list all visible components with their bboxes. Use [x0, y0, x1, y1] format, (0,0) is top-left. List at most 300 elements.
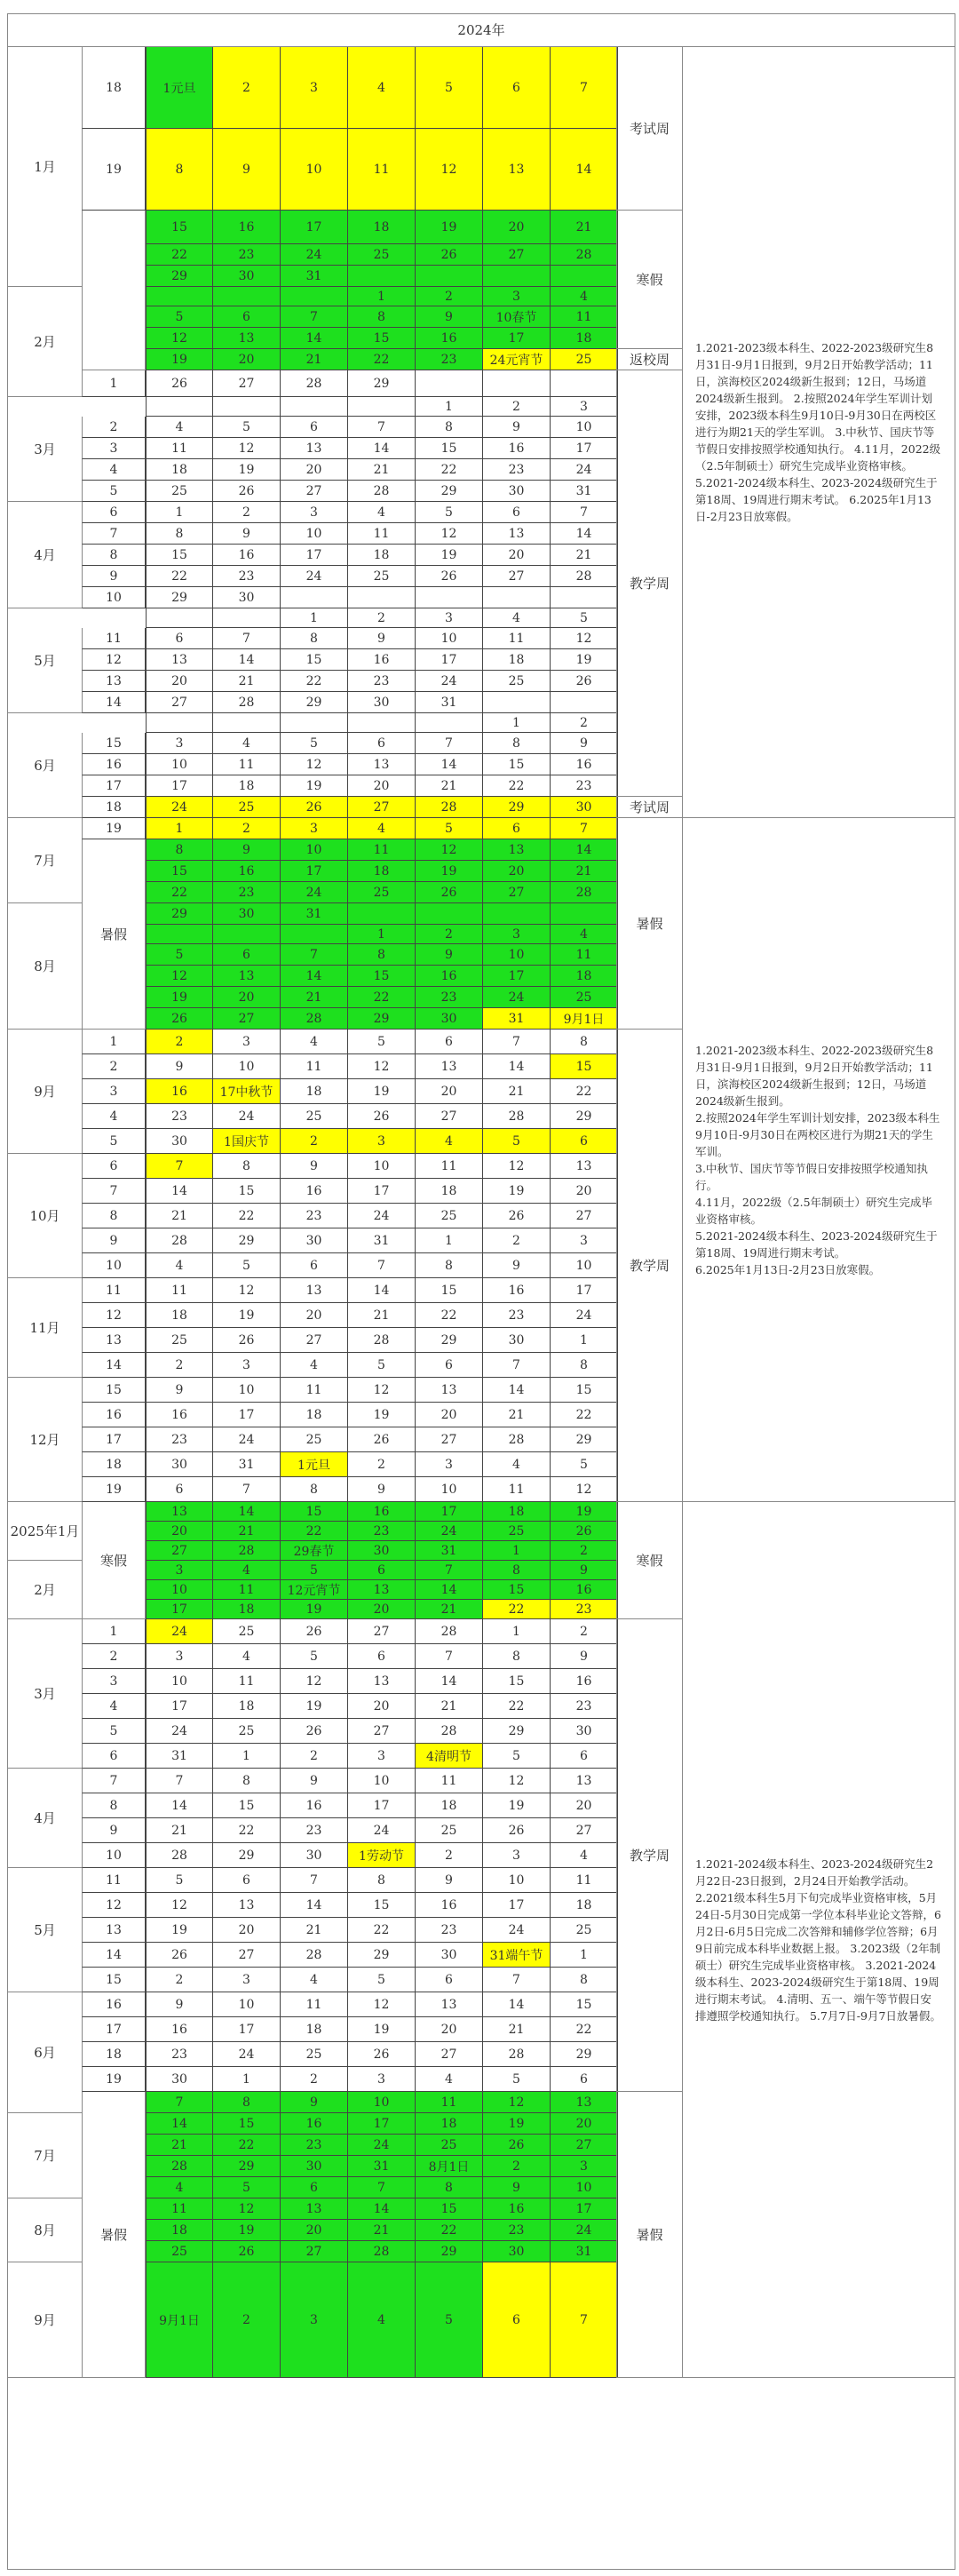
day-cell: 19	[551, 649, 618, 671]
day-cell: 7	[146, 2092, 213, 2113]
day-cell: 13	[348, 754, 416, 775]
day-cell: 18	[213, 775, 281, 797]
day-cell: 18	[348, 211, 416, 244]
day-cell: 21	[146, 1204, 213, 1228]
day-cell: 16	[416, 1893, 483, 1918]
day-cell: 1	[213, 2067, 281, 2092]
week-number: 16	[82, 754, 146, 775]
period-label: 考试周	[616, 797, 682, 818]
day-cell: 1	[348, 287, 416, 306]
day-cell	[483, 587, 551, 608]
day-cell: 7	[551, 2262, 618, 2378]
day-cell: 3	[348, 1744, 416, 1769]
day-cell: 28	[416, 1719, 483, 1744]
day-cell: 29	[551, 1427, 618, 1452]
day-cell: 19	[213, 459, 281, 481]
day-cell: 20	[551, 2113, 618, 2135]
day-cell	[483, 903, 551, 925]
month-label: 8月	[7, 903, 82, 1030]
week-number: 10	[82, 1843, 146, 1868]
month-label: 4月	[7, 1769, 82, 1868]
day-cell: 29	[348, 370, 416, 397]
day-cell	[416, 370, 483, 397]
day-cell: 11	[416, 2092, 483, 2113]
day-cell: 6	[146, 628, 213, 649]
day-cell: 15	[416, 1278, 483, 1303]
day-cell: 24	[281, 882, 348, 903]
day-cell: 5	[416, 502, 483, 523]
day-cell: 22	[483, 775, 551, 797]
day-cell: 2	[281, 1129, 348, 1154]
day-cell: 21	[281, 987, 348, 1008]
day-cell	[348, 713, 416, 733]
week-number: 16	[82, 1992, 146, 2017]
day-cell: 29	[213, 1228, 281, 1253]
day-cell: 25	[348, 882, 416, 903]
day-cell: 16	[146, 2017, 213, 2042]
day-cell: 4	[281, 1353, 348, 1378]
day-cell: 3	[213, 1030, 281, 1054]
day-cell: 6	[416, 1968, 483, 1992]
day-cell: 17中秋节	[213, 1079, 281, 1104]
day-cell: 21	[483, 1079, 551, 1104]
day-cell: 5	[213, 417, 281, 438]
day-cell: 19	[281, 775, 348, 797]
day-cell: 14	[483, 1378, 551, 1403]
vacation-label: 寒假	[82, 1502, 146, 1619]
day-cell: 7	[348, 2177, 416, 2198]
day-cell: 4	[348, 2262, 416, 2378]
day-cell: 6	[416, 1030, 483, 1054]
day-cell: 30	[483, 2241, 551, 2262]
day-cell: 29	[146, 587, 213, 608]
day-cell: 8	[551, 1030, 618, 1054]
day-cell: 10	[551, 417, 618, 438]
day-cell: 23	[281, 1204, 348, 1228]
day-cell: 23	[348, 1522, 416, 1541]
week-number: 1	[82, 1619, 146, 1644]
day-cell: 10	[213, 1054, 281, 1079]
day-cell: 4	[146, 417, 213, 438]
day-cell: 6	[551, 2067, 618, 2092]
day-cell: 2	[213, 502, 281, 523]
day-cell: 22	[416, 459, 483, 481]
day-cell: 9	[213, 839, 281, 861]
day-cell: 11	[551, 1868, 618, 1893]
day-cell: 5	[281, 733, 348, 754]
day-cell: 12	[213, 2198, 281, 2220]
day-cell: 12	[483, 2092, 551, 2113]
day-cell: 1	[213, 1744, 281, 1769]
day-cell: 28	[483, 1427, 551, 1452]
day-cell: 16	[213, 211, 281, 244]
week-number: 3	[82, 438, 146, 459]
day-cell	[348, 266, 416, 287]
day-cell: 1	[551, 1943, 618, 1968]
day-cell	[146, 925, 213, 944]
day-cell: 13	[483, 839, 551, 861]
day-cell: 17	[146, 775, 213, 797]
day-cell: 4	[483, 608, 551, 628]
month-label: 4月	[7, 502, 82, 608]
day-cell: 24	[551, 1303, 618, 1328]
day-cell: 15	[483, 754, 551, 775]
day-cell: 23	[416, 987, 483, 1008]
day-cell: 6	[483, 502, 551, 523]
day-cell: 9	[146, 1992, 213, 2017]
day-cell: 27	[281, 2241, 348, 2262]
day-cell	[551, 587, 618, 608]
day-cell: 3	[146, 733, 213, 754]
day-cell: 19	[551, 1502, 618, 1522]
day-cell: 8	[348, 306, 416, 328]
day-cell: 8	[483, 733, 551, 754]
day-cell: 16	[483, 2198, 551, 2220]
day-cell: 18	[416, 2113, 483, 2135]
day-cell	[483, 266, 551, 287]
day-cell: 26	[416, 882, 483, 903]
day-cell: 28	[551, 244, 618, 266]
day-cell: 7	[483, 1353, 551, 1378]
day-cell: 26	[348, 2042, 416, 2067]
day-cell: 26	[146, 1008, 213, 1030]
period-label: 教学周	[616, 370, 682, 797]
day-cell: 6	[213, 944, 281, 966]
day-cell: 30	[213, 266, 281, 287]
month-label: 10月	[7, 1154, 82, 1278]
day-cell	[281, 287, 348, 306]
day-cell: 16	[348, 1502, 416, 1522]
day-cell: 19	[348, 2017, 416, 2042]
day-cell: 14	[483, 1992, 551, 2017]
day-cell: 2	[281, 2067, 348, 2092]
day-cell: 3	[551, 397, 618, 417]
day-cell: 15	[551, 1054, 618, 1079]
week-number: 9	[82, 566, 146, 587]
day-cell: 5	[146, 944, 213, 966]
week-number: 8	[82, 545, 146, 566]
month-label: 2025年1月	[7, 1502, 82, 1561]
day-cell: 10	[213, 1992, 281, 2017]
day-cell: 27	[348, 1719, 416, 1744]
day-cell: 14	[483, 1054, 551, 1079]
day-cell: 4	[213, 733, 281, 754]
day-cell: 9	[213, 129, 281, 211]
day-cell	[146, 713, 213, 733]
day-cell: 22	[551, 1079, 618, 1104]
day-cell: 9	[281, 1769, 348, 1793]
day-cell: 23	[483, 1303, 551, 1328]
day-cell: 5	[483, 2067, 551, 2092]
day-cell: 21	[483, 2017, 551, 2042]
day-cell: 7	[551, 502, 618, 523]
day-cell: 19	[281, 1600, 348, 1619]
day-cell: 12	[551, 1477, 618, 1502]
day-cell: 4	[213, 1561, 281, 1580]
month-label: 2月	[7, 1561, 82, 1619]
day-cell: 31	[281, 266, 348, 287]
month-label: 9月	[7, 1030, 82, 1154]
week-number: 19	[82, 2067, 146, 2092]
day-cell: 15	[551, 1378, 618, 1403]
day-cell: 13	[483, 523, 551, 545]
day-cell: 26	[281, 1719, 348, 1744]
day-cell: 20	[551, 1793, 618, 1818]
day-cell: 19	[483, 2113, 551, 2135]
day-cell: 25	[483, 671, 551, 692]
day-cell: 14	[281, 328, 348, 349]
day-cell: 27	[483, 882, 551, 903]
day-cell: 30	[146, 2067, 213, 2092]
day-cell: 19	[416, 861, 483, 882]
week-blank	[82, 211, 146, 370]
day-cell: 1	[416, 397, 483, 417]
day-cell: 8	[281, 628, 348, 649]
day-cell: 10	[348, 1769, 416, 1793]
day-cell: 11	[483, 1477, 551, 1502]
day-cell: 5	[281, 1644, 348, 1669]
week-number: 6	[82, 502, 146, 523]
day-cell: 17	[551, 438, 618, 459]
day-cell: 12	[146, 328, 213, 349]
day-cell: 5	[416, 47, 483, 129]
day-cell: 8	[146, 129, 213, 211]
day-cell: 17	[483, 966, 551, 987]
day-cell: 5	[281, 1561, 348, 1580]
day-cell: 27	[551, 2135, 618, 2156]
day-cell: 23	[551, 1600, 618, 1619]
day-cell: 27	[416, 2042, 483, 2067]
day-cell: 2	[416, 287, 483, 306]
day-cell: 7	[551, 47, 618, 129]
day-cell: 27	[213, 1943, 281, 1968]
day-cell: 8	[281, 1477, 348, 1502]
day-cell: 9	[416, 944, 483, 966]
day-cell: 16	[146, 1079, 213, 1104]
day-cell: 24	[213, 1427, 281, 1452]
day-cell: 4清明节	[416, 1744, 483, 1769]
day-cell: 11	[348, 129, 416, 211]
week-number: 10	[82, 1253, 146, 1278]
day-cell: 19	[483, 1793, 551, 1818]
day-cell: 31	[416, 1541, 483, 1561]
day-cell: 30	[483, 1328, 551, 1353]
day-cell: 22	[483, 1694, 551, 1719]
week-number: 5	[82, 481, 146, 502]
day-cell: 20	[348, 1600, 416, 1619]
day-cell	[483, 370, 551, 397]
day-cell: 5	[348, 1968, 416, 1992]
day-cell: 23	[146, 1427, 213, 1452]
day-cell: 3	[416, 608, 483, 628]
day-cell: 26	[551, 671, 618, 692]
day-cell: 2	[551, 1619, 618, 1644]
month-label: 5月	[7, 1868, 82, 1992]
day-cell: 6	[416, 1353, 483, 1378]
week-number: 14	[82, 1943, 146, 1968]
day-cell: 15	[213, 1793, 281, 1818]
day-cell: 8	[146, 839, 213, 861]
day-cell: 10	[213, 1378, 281, 1403]
day-cell: 22	[146, 566, 213, 587]
day-cell: 29	[483, 1719, 551, 1744]
week-number: 17	[82, 1427, 146, 1452]
day-cell: 30	[213, 903, 281, 925]
day-cell: 18	[281, 1403, 348, 1427]
day-cell: 26	[348, 1104, 416, 1129]
day-cell: 22	[146, 882, 213, 903]
day-cell: 26	[146, 1943, 213, 1968]
week-number: 1	[82, 1030, 146, 1054]
week-number: 18	[82, 1452, 146, 1477]
day-cell: 16	[213, 545, 281, 566]
day-cell: 25	[551, 987, 618, 1008]
day-cell: 10	[551, 2177, 618, 2198]
day-cell: 18	[483, 649, 551, 671]
day-cell: 18	[146, 1303, 213, 1328]
day-cell: 4	[146, 2177, 213, 2198]
day-cell: 4	[416, 2067, 483, 2092]
day-cell: 17	[213, 1403, 281, 1427]
month-label: 12月	[7, 1378, 82, 1502]
week-number: 13	[82, 671, 146, 692]
day-cell: 16	[348, 649, 416, 671]
day-cell: 5	[551, 608, 618, 628]
week-number: 8	[82, 1793, 146, 1818]
day-cell: 25	[281, 1427, 348, 1452]
day-cell: 21	[551, 211, 618, 244]
day-cell: 25	[348, 244, 416, 266]
day-cell: 3	[551, 2156, 618, 2177]
day-cell: 20	[213, 349, 281, 370]
day-cell: 18	[551, 328, 618, 349]
day-cell: 28	[213, 692, 281, 713]
day-cell: 9	[213, 523, 281, 545]
day-cell: 11	[483, 628, 551, 649]
day-cell: 4	[348, 502, 416, 523]
day-cell: 4	[416, 1129, 483, 1154]
day-cell: 11	[146, 1278, 213, 1303]
week-number: 9	[82, 1228, 146, 1253]
day-cell: 12元宵节	[281, 1580, 348, 1600]
day-cell: 25	[281, 1104, 348, 1129]
day-cell: 20	[551, 1179, 618, 1204]
day-cell: 24	[281, 566, 348, 587]
day-cell	[281, 397, 348, 417]
day-cell: 17	[483, 328, 551, 349]
day-cell: 29	[416, 1328, 483, 1353]
day-cell	[281, 713, 348, 733]
day-cell: 18	[146, 459, 213, 481]
day-cell: 17	[281, 545, 348, 566]
day-cell: 5	[348, 1030, 416, 1054]
day-cell: 12	[281, 1669, 348, 1694]
day-cell: 9	[551, 1644, 618, 1669]
day-cell: 13	[281, 1278, 348, 1303]
day-cell: 11	[213, 1669, 281, 1694]
day-cell: 28	[348, 481, 416, 502]
day-cell: 15	[483, 1580, 551, 1600]
day-cell: 21	[281, 349, 348, 370]
month-label: 5月	[7, 608, 82, 713]
day-cell: 2	[348, 1452, 416, 1477]
day-cell: 30	[551, 1719, 618, 1744]
week-number: 3	[82, 1079, 146, 1104]
day-cell: 29	[348, 1008, 416, 1030]
month-label: 9月	[7, 2262, 82, 2378]
day-cell: 16	[483, 1278, 551, 1303]
day-cell: 17	[551, 1278, 618, 1303]
day-cell: 14	[551, 523, 618, 545]
day-cell: 1	[348, 925, 416, 944]
day-cell: 31	[348, 2156, 416, 2177]
period-label: 考试周	[616, 47, 682, 211]
day-cell: 16	[281, 1179, 348, 1204]
day-cell: 28	[213, 1541, 281, 1561]
day-cell: 12	[483, 1769, 551, 1793]
day-cell	[551, 692, 618, 713]
day-cell: 11	[146, 2198, 213, 2220]
day-cell: 1	[483, 1541, 551, 1561]
day-cell: 25	[483, 1522, 551, 1541]
week-number: 4	[82, 1104, 146, 1129]
day-cell: 16	[551, 1580, 618, 1600]
day-cell: 3	[483, 925, 551, 944]
day-cell: 6	[551, 1129, 618, 1154]
day-cell: 23	[416, 349, 483, 370]
day-cell: 2	[146, 1353, 213, 1378]
day-cell: 5	[348, 1353, 416, 1378]
day-cell	[213, 925, 281, 944]
day-cell: 19	[483, 1179, 551, 1204]
day-cell: 11	[281, 1378, 348, 1403]
day-cell: 6	[483, 2262, 551, 2378]
day-cell: 9月1日	[146, 2262, 213, 2378]
day-cell: 18	[146, 2220, 213, 2241]
day-cell: 26	[416, 244, 483, 266]
day-cell: 7	[483, 1030, 551, 1054]
day-cell: 17	[551, 2198, 618, 2220]
day-cell: 14	[416, 1580, 483, 1600]
day-cell: 13	[213, 328, 281, 349]
period-label: 暑假	[616, 2092, 682, 2378]
week-number: 11	[82, 628, 146, 649]
day-cell: 22	[416, 2220, 483, 2241]
day-cell: 16	[416, 328, 483, 349]
day-cell: 5	[551, 1452, 618, 1477]
day-cell: 27	[213, 1008, 281, 1030]
day-cell: 1	[483, 1619, 551, 1644]
day-cell	[483, 692, 551, 713]
day-cell: 31	[146, 1744, 213, 1769]
day-cell: 12	[146, 966, 213, 987]
week-number: 2	[82, 417, 146, 438]
day-cell: 14	[551, 839, 618, 861]
day-cell: 23	[146, 2042, 213, 2067]
day-cell: 17	[281, 861, 348, 882]
day-cell: 15	[348, 1893, 416, 1918]
day-cell: 9	[483, 2177, 551, 2198]
day-cell: 13	[551, 2092, 618, 2113]
day-cell: 25	[146, 481, 213, 502]
day-cell: 23	[483, 2220, 551, 2241]
day-cell: 7	[416, 1644, 483, 1669]
week-number: 7	[82, 1769, 146, 1793]
day-cell: 5	[416, 818, 483, 839]
day-cell: 2	[348, 608, 416, 628]
day-cell: 26	[348, 1427, 416, 1452]
day-cell: 19	[416, 545, 483, 566]
